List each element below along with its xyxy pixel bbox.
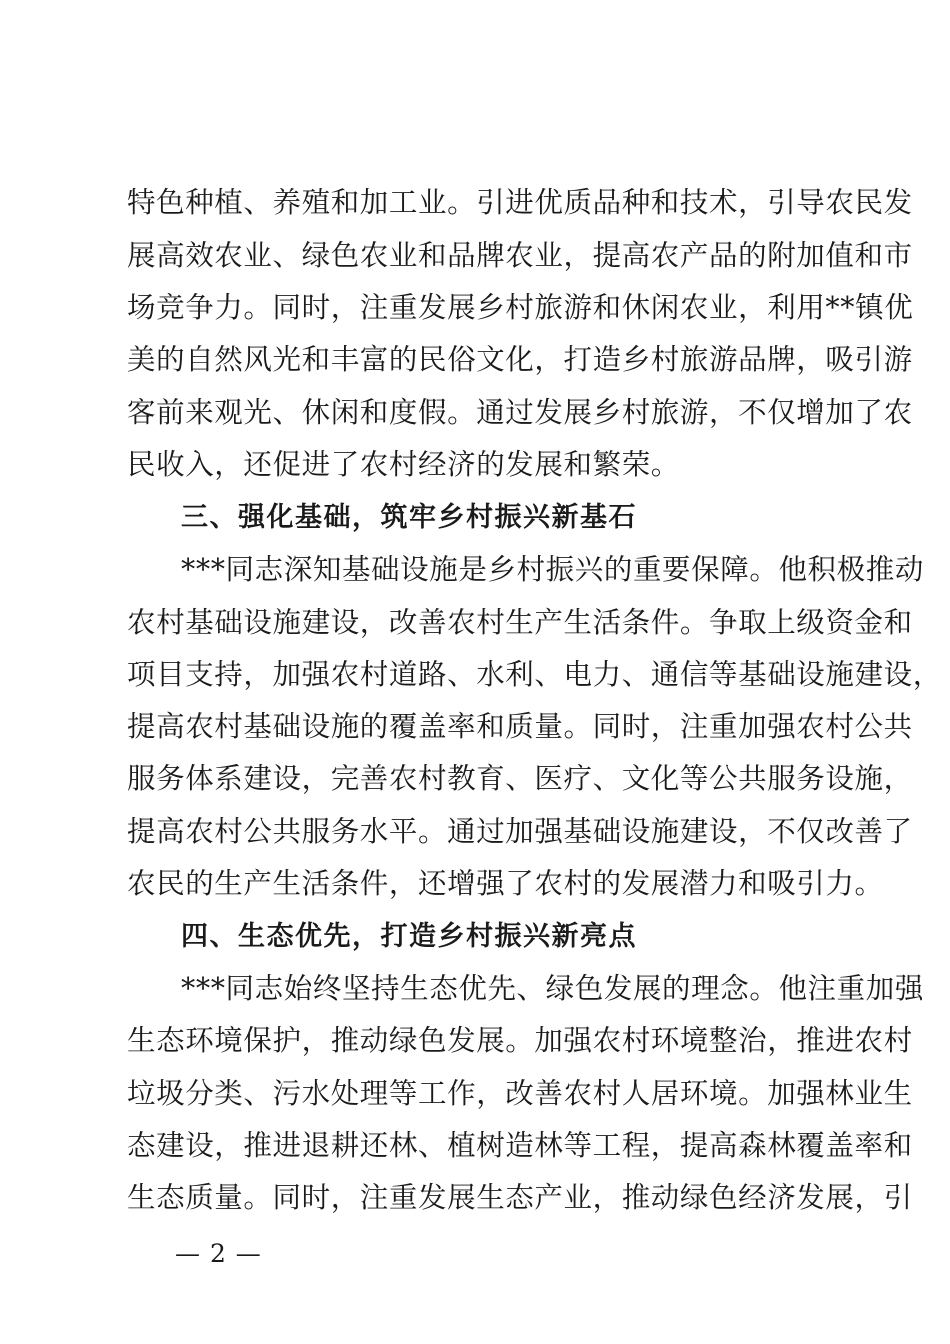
section-heading-3: 三、强化基础，筑牢乡村振兴新基石 [181, 502, 637, 533]
paragraph-line: 农村基础设施建设，改善农村生产生活条件。争取上级资金和 [127, 606, 913, 639]
paragraph-line: 提高农村基础设施的覆盖率和质量。同时，注重加强农村公共 [127, 710, 913, 743]
paragraph-line: ***同志始终坚持生态优先、绿色发展的理念。他注重加强 [181, 972, 924, 1005]
paragraph-line: 服务体系建设，完善农村教育、医疗、文化等公共服务设施， [127, 762, 913, 795]
section-heading-4: 四、生态优先，打造乡村振兴新亮点 [181, 921, 637, 952]
page-number: — 2 — [175, 1239, 262, 1268]
paragraph-line: 场竞争力。同时，注重发展乡村旅游和休闲农业，利用**镇优 [127, 291, 914, 324]
paragraph-line: 特色种植、养殖和加工业。引进优质品种和技术，引导农民发 [127, 186, 913, 219]
paragraph-line: 生态环境保护，推动绿色发展。加强农村环境整治，推进农村 [127, 1024, 913, 1057]
paragraph-line: 展高效农业、绿色农业和品牌农业，提高农产品的附加值和市 [127, 239, 913, 272]
paragraph-line: 农民的生产生活条件，还增强了农村的发展潜力和吸引力。 [127, 867, 884, 900]
paragraph-line: ***同志深知基础设施是乡村振兴的重要保障。他积极推动 [181, 553, 924, 586]
paragraph-line: 美的自然风光和丰富的民俗文化，打造乡村旅游品牌，吸引游 [127, 343, 913, 376]
paragraph-line: 项目支持，加强农村道路、水利、电力、通信等基础设施建设， [127, 658, 942, 691]
paragraph-line: 客前来观光、休闲和度假。通过发展乡村旅游，不仅增加了农 [127, 396, 913, 429]
paragraph-line: 生态质量。同时，注重发展生态产业，推动绿色经济发展，引 [127, 1181, 913, 1214]
paragraph-line: 民收入，还促进了农村经济的发展和繁荣。 [127, 448, 680, 481]
paragraph-line: 垃圾分类、污水处理等工作，改善农村人居环境。加强林业生 [127, 1077, 913, 1110]
paragraph-line: 态建设，推进退耕还林、植树造林等工程，提高森林覆盖率和 [127, 1129, 913, 1162]
paragraph-line: 提高农村公共服务水平。通过加强基础设施建设，不仅改善了 [127, 815, 913, 848]
